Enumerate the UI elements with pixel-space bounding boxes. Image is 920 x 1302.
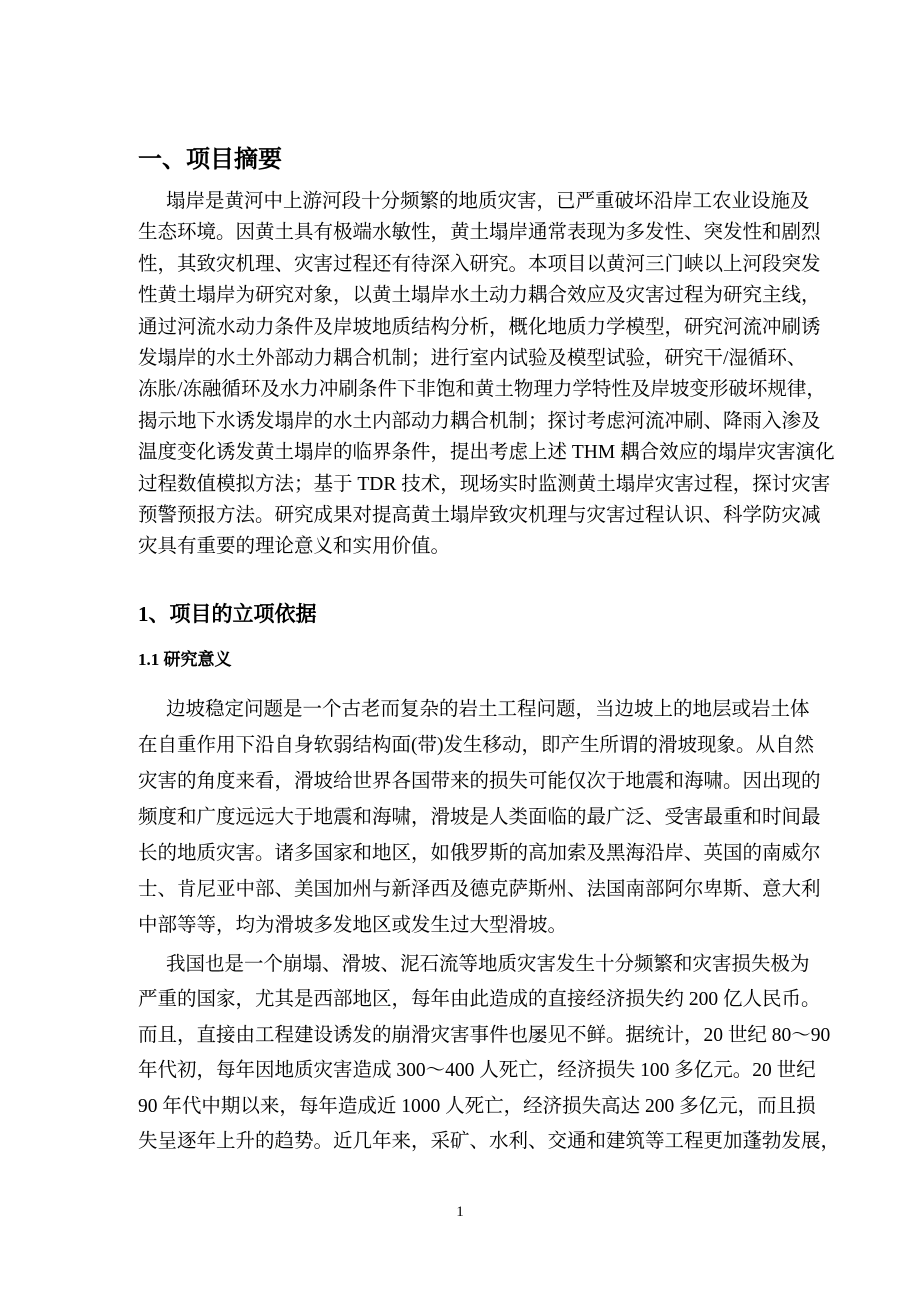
text-line: 我国也是一个崩塌、滑坡、泥石流等地质灾害发生十分频繁和灾害损失极为 [166, 954, 810, 975]
text-line: 在自重作用下沿自身软弱结构面(带)发生移动，即产生所谓的滑坡现象。从自然 [138, 735, 814, 756]
text-line: 年代初，每年因地质灾害造成 300～400 人死亡，经济损失 100 多亿元。20 世纪 [138, 1060, 816, 1082]
text-line: 边坡稳定问题是一个古老而复杂的岩土工程问题，当边坡上的地层或岩土体 [166, 699, 810, 720]
text-line: 而且，直接由工程建设诱发的崩滑灾害事件也屡见不鲜。据统计，20 世纪 80～90 [138, 1024, 831, 1046]
text-line: 严重的国家，尤其是西部地区，每年由此造成的直接经济损失约 200 亿人民币。 [138, 989, 821, 1011]
page-number: 1 [456, 1204, 464, 1220]
text-line: 发塌岸的水土外部动力耦合机制；进行室内试验及模型试验，研究干/湿循环、 [138, 348, 807, 370]
text-line: 长的地质灾害。诸多国家和地区，如俄罗斯的高加索及黑海沿岸、英国的南威尔 [138, 843, 821, 864]
text-line: 性黄土塌岸为研究对象，以黄土塌岸水土动力耦合效应及灾害过程为研究主线， [138, 285, 821, 307]
text-line: 性，其致灾机理、灾害过程还有待深入研究。本项目以黄河三门峡以上河段突发 [138, 253, 821, 275]
summary-paragraph [138, 186, 835, 563]
text-line: 灾害的角度来看，滑坡给世界各国带来的损失可能仅次于地震和海啸。因出现的 [138, 771, 821, 792]
text-line: 生态环境。因黄土具有极端水敏性，黄土塌岸通常表现为多发性、突发性和剧烈 [138, 222, 821, 244]
basis-paragraph-1 [138, 692, 821, 944]
text-line: 士、肯尼亚中部、美国加州与新泽西及德克萨斯州、法国南部阿尔卑斯、意大利 [138, 879, 821, 900]
text-line: 过程数值模拟方法；基于 TDR 技术，现场实时监测黄土塌岸灾害过程，探讨灾害 [138, 473, 831, 495]
text-line: 灾具有重要的理论意义和实用价值。 [138, 536, 451, 558]
section-heading-summary: 一、项目摘要 [138, 147, 282, 173]
text-line: 塌岸是黄河中上游河段十分频繁的地质灾害，已严重破坏沿岸工农业设施及 [166, 191, 810, 212]
text-line: 预警预报方法。研究成果对提高黄土塌岸致灾机理与灾害过程认识、科学防灾减 [138, 505, 821, 527]
section-heading-basis: 1、项目的立项依据 [138, 602, 317, 626]
subsection-heading: 1.1 研究意义 [138, 650, 232, 669]
text-line: 频度和广度远远大于地震和海啸，滑坡是人类面临的最广泛、受害最重和时间最 [138, 807, 821, 828]
text-line: 中部等等，均为滑坡多发地区或发生过大型滑坡。 [138, 915, 568, 936]
text-line: 揭示地下水诱发塌岸的水土内部动力耦合机制；探讨考虑河流冲刷、降雨入渗及 [138, 410, 821, 432]
text-line: 失呈逐年上升的趋势。近几年来，采矿、水利、交通和建筑等工程更加蓬勃发展， [138, 1131, 841, 1153]
text-line: 冻胀/冻融循环及水力冲刷条件下非饱和黄土物理力学特性及岸坡变形破坏规律， [138, 379, 826, 401]
text-line: 90 年代中期以来，每年造成近 1000 人死亡，经济损失高达 200 多亿元，而且损 [138, 1095, 816, 1117]
text-line: 通过河流水动力条件及岸坡地质结构分析，概化地质力学模型，研究河流冲刷诱 [138, 316, 821, 338]
basis-paragraph-2 [138, 947, 841, 1159]
text-line: 温度变化诱发黄土塌岸的临界条件，提出考虑上述 THM 耦合效应的塌岸灾害演化 [138, 442, 835, 464]
